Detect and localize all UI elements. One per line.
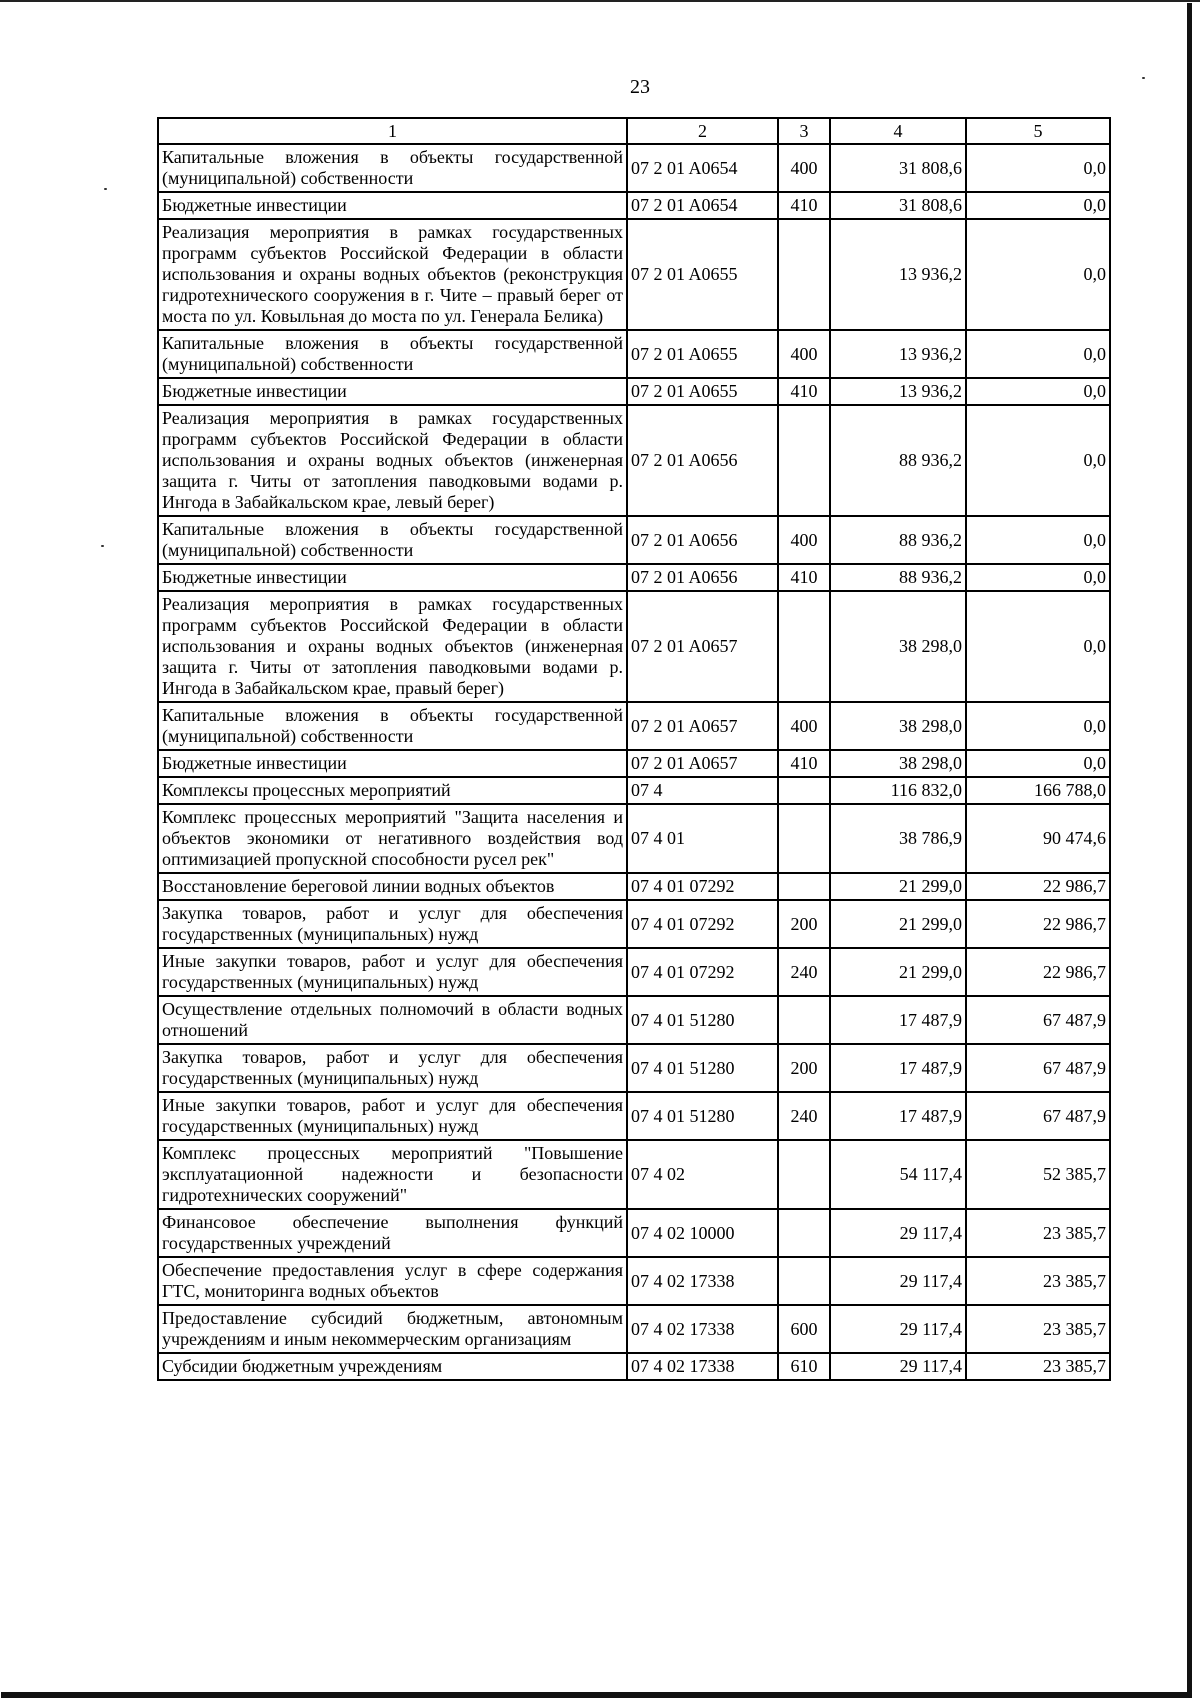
table-row <box>158 750 1110 777</box>
row-code: 07 2 01 A0656 <box>627 405 778 516</box>
row-amount-col4: 21 299,0 <box>830 873 966 900</box>
row-amount-col4: 88 936,2 <box>830 516 966 564</box>
row-name: Бюджетные инвестиции <box>158 750 627 777</box>
row-amount-col5: 0,0 <box>966 702 1110 750</box>
row-name: Комплексы процессных мероприятий <box>158 777 627 804</box>
row-name: Комплекс процессных мероприятий "Защита населения и объектов экономики от негативного воздействия вод оптимизацией пропускной способности русел рек" <box>158 804 627 873</box>
row-code: 07 4 01 51280 <box>627 1044 778 1092</box>
table-row <box>158 804 1110 873</box>
row-amount-col5: 0,0 <box>966 192 1110 219</box>
row-amount-col5: 0,0 <box>966 378 1110 405</box>
row-amount-col5: 23 385,7 <box>966 1257 1110 1305</box>
table-row <box>158 144 1110 192</box>
row-amount-col4: 38 298,0 <box>830 702 966 750</box>
row-amount-col4: 38 298,0 <box>830 591 966 702</box>
row-amount-col4: 31 808,6 <box>830 192 966 219</box>
row-expense-type <box>778 804 830 873</box>
row-name: Закупка товаров, работ и услуг для обеспечения государственных (муниципальных) нужд <box>158 900 627 948</box>
table-row <box>158 330 1110 378</box>
row-code: 07 2 01 A0655 <box>627 378 778 405</box>
row-name: Бюджетные инвестиции <box>158 564 627 591</box>
row-expense-type <box>778 405 830 516</box>
row-amount-col5: 22 986,7 <box>966 873 1110 900</box>
row-expense-type: 610 <box>778 1353 830 1380</box>
row-amount-col5: 0,0 <box>966 516 1110 564</box>
row-expense-type <box>778 873 830 900</box>
table-row <box>158 516 1110 564</box>
row-name: Закупка товаров, работ и услуг для обеспечения государственных (муниципальных) нужд <box>158 1044 627 1092</box>
row-name: Восстановление береговой линии водных объектов <box>158 873 627 900</box>
row-name: Субсидии бюджетным учреждениям <box>158 1353 627 1380</box>
table-row <box>158 1305 1110 1353</box>
row-name: Капитальные вложения в объекты государственной (муниципальной) собственности <box>158 702 627 750</box>
table-row <box>158 192 1110 219</box>
row-code: 07 4 01 51280 <box>627 1092 778 1140</box>
row-expense-type: 200 <box>778 900 830 948</box>
row-amount-col5: 67 487,9 <box>966 1092 1110 1140</box>
row-code: 07 2 01 A0657 <box>627 591 778 702</box>
row-amount-col4: 29 117,4 <box>830 1353 966 1380</box>
row-amount-col5: 23 385,7 <box>966 1353 1110 1380</box>
row-expense-type <box>778 1140 830 1209</box>
row-expense-type <box>778 777 830 804</box>
row-amount-col5: 23 385,7 <box>966 1209 1110 1257</box>
row-amount-col5: 0,0 <box>966 564 1110 591</box>
row-amount-col5: 0,0 <box>966 144 1110 192</box>
header-col-3: 3 <box>778 118 830 144</box>
table-body <box>158 144 1110 1380</box>
row-expense-type: 410 <box>778 750 830 777</box>
table-row <box>158 405 1110 516</box>
row-name: Бюджетные инвестиции <box>158 378 627 405</box>
row-name: Осуществление отдельных полномочий в области водных отношений <box>158 996 627 1044</box>
row-expense-type: 410 <box>778 192 830 219</box>
row-amount-col5: 22 986,7 <box>966 900 1110 948</box>
row-name: Капитальные вложения в объекты государственной (муниципальной) собственности <box>158 330 627 378</box>
row-name: Реализация мероприятия в рамках государственных программ субъектов Российской Федерации в области использования и охраны водных объектов (реконструкция гидротехнического сооружения в г. Чите – правый берег от моста по ул. Ковыльная до моста по ул. Генерала Белика) <box>158 219 627 330</box>
row-expense-type: 400 <box>778 330 830 378</box>
row-amount-col5: 67 487,9 <box>966 996 1110 1044</box>
row-expense-type: 410 <box>778 378 830 405</box>
row-amount-col5: 0,0 <box>966 591 1110 702</box>
scan-top-edge <box>0 0 1200 2</box>
row-amount-col5: 166 788,0 <box>966 777 1110 804</box>
table-row <box>158 219 1110 330</box>
scan-speck <box>104 188 107 190</box>
row-code: 07 2 01 A0656 <box>627 516 778 564</box>
row-amount-col4: 88 936,2 <box>830 405 966 516</box>
row-amount-col4: 31 808,6 <box>830 144 966 192</box>
row-code: 07 4 02 10000 <box>627 1209 778 1257</box>
row-expense-type: 600 <box>778 1305 830 1353</box>
row-amount-col4: 13 936,2 <box>830 330 966 378</box>
table-row <box>158 1140 1110 1209</box>
row-code: 07 2 01 A0654 <box>627 192 778 219</box>
table-row <box>158 777 1110 804</box>
row-code: 07 2 01 A0654 <box>627 144 778 192</box>
row-expense-type: 410 <box>778 564 830 591</box>
row-code: 07 4 01 <box>627 804 778 873</box>
row-amount-col5: 90 474,6 <box>966 804 1110 873</box>
row-name: Реализация мероприятия в рамках государственных программ субъектов Российской Федерации в области использования и охраны водных объектов (инженерная защита г. Читы от затопления паводковыми водами р. Ингода в Забайкальском крае, левый берег) <box>158 405 627 516</box>
table-row <box>158 996 1110 1044</box>
table-row <box>158 1092 1110 1140</box>
header-col-5: 5 <box>966 118 1110 144</box>
table-row <box>158 1353 1110 1380</box>
row-name: Предоставление субсидий бюджетным, автономным учреждениям и иным некоммерческим организациям <box>158 1305 627 1353</box>
row-code: 07 2 01 A0655 <box>627 330 778 378</box>
row-amount-col5: 52 385,7 <box>966 1140 1110 1209</box>
row-code: 07 2 01 A0657 <box>627 750 778 777</box>
page-number: 23 <box>630 76 650 98</box>
row-expense-type: 400 <box>778 516 830 564</box>
row-amount-col4: 88 936,2 <box>830 564 966 591</box>
row-amount-col4: 38 298,0 <box>830 750 966 777</box>
row-code: 07 4 02 17338 <box>627 1257 778 1305</box>
row-code: 07 4 01 51280 <box>627 996 778 1044</box>
row-expense-type <box>778 1257 830 1305</box>
row-expense-type: 400 <box>778 144 830 192</box>
row-amount-col4: 38 786,9 <box>830 804 966 873</box>
row-expense-type <box>778 996 830 1044</box>
row-code: 07 2 01 A0655 <box>627 219 778 330</box>
table-row <box>158 873 1110 900</box>
scan-speck <box>101 545 104 547</box>
row-amount-col4: 29 117,4 <box>830 1209 966 1257</box>
row-code: 07 4 02 17338 <box>627 1353 778 1380</box>
row-amount-col4: 13 936,2 <box>830 219 966 330</box>
table-row <box>158 702 1110 750</box>
row-expense-type <box>778 591 830 702</box>
row-code: 07 4 <box>627 777 778 804</box>
row-name: Капитальные вложения в объекты государственной (муниципальной) собственности <box>158 144 627 192</box>
row-expense-type: 400 <box>778 702 830 750</box>
row-amount-col4: 29 117,4 <box>830 1305 966 1353</box>
row-code: 07 4 02 <box>627 1140 778 1209</box>
table-row <box>158 900 1110 948</box>
table-row <box>158 1257 1110 1305</box>
row-name: Капитальные вложения в объекты государственной (муниципальной) собственности <box>158 516 627 564</box>
table-row <box>158 564 1110 591</box>
row-code: 07 4 01 07292 <box>627 948 778 996</box>
row-amount-col4: 17 487,9 <box>830 1044 966 1092</box>
row-expense-type <box>778 219 830 330</box>
row-amount-col5: 23 385,7 <box>966 1305 1110 1353</box>
row-code: 07 2 01 A0657 <box>627 702 778 750</box>
table-row <box>158 591 1110 702</box>
row-amount-col5: 0,0 <box>966 405 1110 516</box>
row-amount-col4: 17 487,9 <box>830 1092 966 1140</box>
scan-speck <box>1142 77 1145 79</box>
row-expense-type: 240 <box>778 1092 830 1140</box>
row-code: 07 4 01 07292 <box>627 900 778 948</box>
row-amount-col4: 17 487,9 <box>830 996 966 1044</box>
table-row <box>158 948 1110 996</box>
row-name: Финансовое обеспечение выполнения функций государственных учреждений <box>158 1209 627 1257</box>
header-col-2: 2 <box>627 118 778 144</box>
row-expense-type: 240 <box>778 948 830 996</box>
header-col-4: 4 <box>830 118 966 144</box>
row-code: 07 4 02 17338 <box>627 1305 778 1353</box>
row-name: Бюджетные инвестиции <box>158 192 627 219</box>
table-row <box>158 1209 1110 1257</box>
row-name: Комплекс процессных мероприятий "Повышение эксплуатационной надежности и безопасности гидротехнических сооружений" <box>158 1140 627 1209</box>
header-col-1: 1 <box>158 118 627 144</box>
row-name: Иные закупки товаров, работ и услуг для обеспечения государственных (муниципальных) нужд <box>158 948 627 996</box>
row-amount-col4: 54 117,4 <box>830 1140 966 1209</box>
row-name: Обеспечение предоставления услуг в сфере содержания ГТС, мониторинга водных объектов <box>158 1257 627 1305</box>
row-amount-col4: 21 299,0 <box>830 948 966 996</box>
row-amount-col5: 22 986,7 <box>966 948 1110 996</box>
row-name: Иные закупки товаров, работ и услуг для обеспечения государственных (муниципальных) нужд <box>158 1092 627 1140</box>
row-amount-col4: 21 299,0 <box>830 900 966 948</box>
row-expense-type <box>778 1209 830 1257</box>
row-code: 07 2 01 A0656 <box>627 564 778 591</box>
row-amount-col5: 0,0 <box>966 750 1110 777</box>
row-code: 07 4 01 07292 <box>627 873 778 900</box>
header-row <box>158 118 1110 144</box>
budget-table <box>157 117 1111 1381</box>
row-amount-col4: 116 832,0 <box>830 777 966 804</box>
table-row <box>158 1044 1110 1092</box>
row-name: Реализация мероприятия в рамках государственных программ субъектов Российской Федерации в области использования и охраны водных объектов (инженерная защита г. Читы от затопления паводковыми водами р. Ингода в Забайкальском крае, правый берег) <box>158 591 627 702</box>
row-amount-col4: 29 117,4 <box>830 1257 966 1305</box>
table-row <box>158 378 1110 405</box>
row-amount-col4: 13 936,2 <box>830 378 966 405</box>
row-amount-col5: 67 487,9 <box>966 1044 1110 1092</box>
row-expense-type: 200 <box>778 1044 830 1092</box>
row-amount-col5: 0,0 <box>966 330 1110 378</box>
row-amount-col5: 0,0 <box>966 219 1110 330</box>
